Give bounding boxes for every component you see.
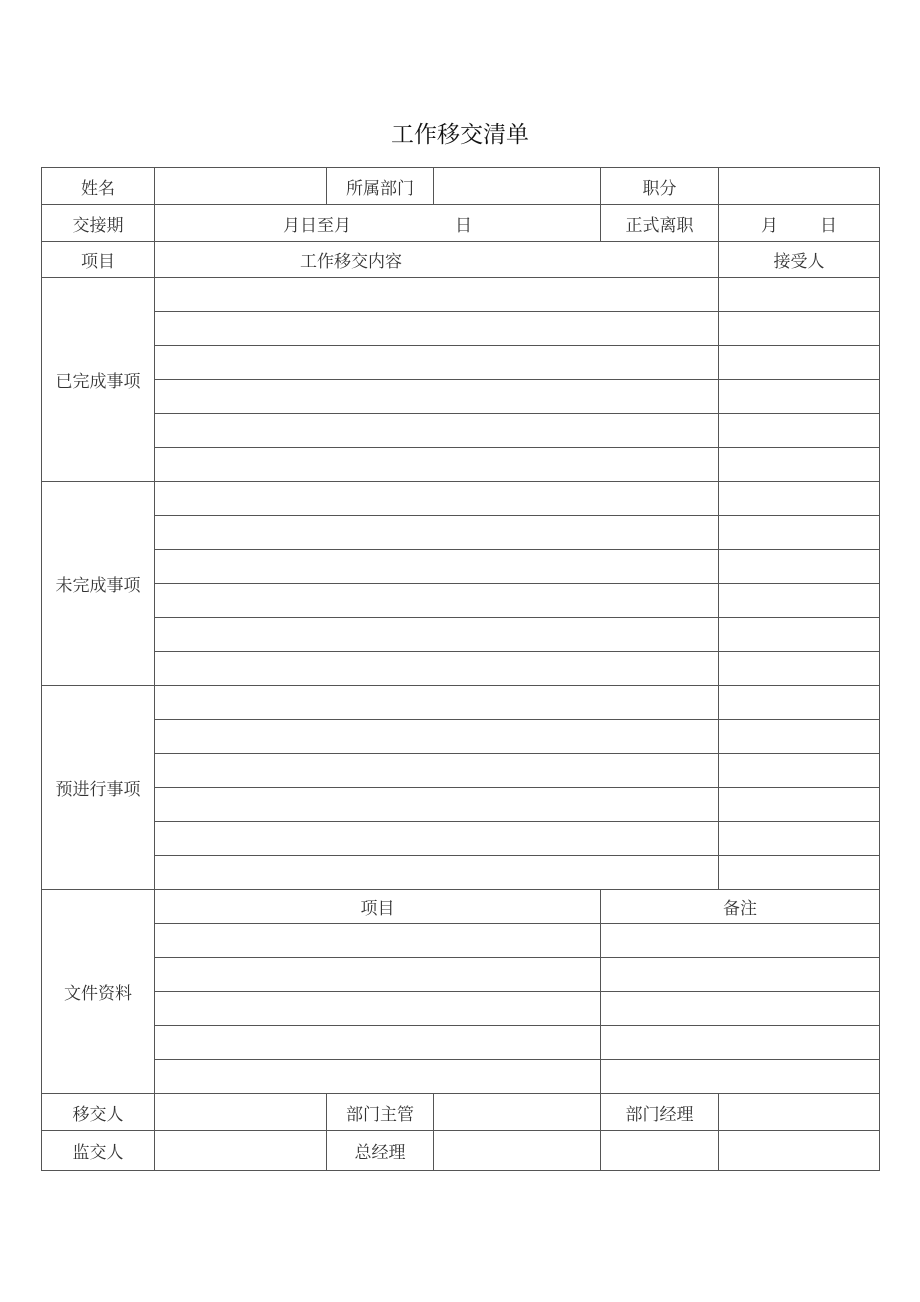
dept-supervisor-sign-cell[interactable] [434,1094,601,1131]
documents-row [42,958,880,992]
general-manager-sign-cell[interactable] [434,1131,601,1171]
transferor-label: 移交人 [42,1094,155,1131]
section-receiver-cell[interactable] [719,312,880,346]
section-label: 已完成事项 [42,278,155,482]
dept-supervisor-label: 部门主管 [327,1094,434,1131]
section-row [42,346,880,380]
documents-remark-cell[interactable] [601,958,880,992]
handover-period-dates[interactable] [155,205,601,242]
general-manager-label: 总经理 [327,1131,434,1171]
section-receiver-cell[interactable] [719,618,880,652]
section-content-cell[interactable] [155,516,719,550]
section-content-cell[interactable] [155,754,719,788]
handover-form-table [41,167,880,1171]
section-content-cell[interactable] [155,312,719,346]
section-content-cell[interactable] [155,448,719,482]
section-label: 未完成事项 [42,482,155,686]
section-content-cell[interactable] [155,482,719,516]
period-day: 日 [455,215,472,236]
section-receiver-cell[interactable] [719,414,880,448]
documents-remark-header: 备注 [601,890,880,924]
handover-period-label: 交接期 [42,205,155,242]
section-row [42,754,880,788]
section-row [42,822,880,856]
section-content-cell[interactable] [155,856,719,890]
transferor-sign-cell[interactable] [155,1094,327,1131]
column-receiver-header: 接受人 [719,242,880,278]
supervisor-label: 监交人 [42,1131,155,1171]
dept-label: 所属部门 [327,168,434,205]
column-header-row [42,242,880,278]
section-content-cell[interactable] [155,550,719,584]
section-content-cell[interactable] [155,380,719,414]
section-receiver-cell[interactable] [719,788,880,822]
name-value-cell[interactable] [155,168,327,205]
section-content-cell[interactable] [155,822,719,856]
dept-value-cell[interactable] [434,168,601,205]
section-row [42,788,880,822]
documents-row [42,992,880,1026]
section-receiver-cell[interactable] [719,686,880,720]
position-value-cell[interactable] [719,168,880,205]
resign-day: 日 [820,215,837,236]
documents-row [42,1026,880,1060]
supervisor-sign-cell[interactable] [155,1131,327,1171]
section-receiver-cell[interactable] [719,278,880,312]
empty-cell[interactable] [601,1131,719,1171]
section-row [42,686,880,720]
resign-month: 月 [761,215,778,236]
documents-remark-cell[interactable] [601,1060,880,1094]
section-receiver-cell[interactable] [719,448,880,482]
documents-remark-cell[interactable] [601,992,880,1026]
section-content-cell[interactable] [155,584,719,618]
section-receiver-cell[interactable] [719,380,880,414]
section-row [42,720,880,754]
document-title: 工作移交清单 [391,122,529,148]
documents-row [42,890,880,924]
header-row-period [42,205,880,242]
section-content-cell[interactable] [155,686,719,720]
period-month-day-to-month: 月日至月 [283,215,351,236]
empty-cell[interactable] [719,1131,880,1171]
documents-remark-cell[interactable] [601,1026,880,1060]
section-row [42,856,880,890]
section-content-cell[interactable] [155,720,719,754]
column-content-header: 工作移交内容 [155,242,719,278]
section-row [42,312,880,346]
section-content-cell[interactable] [155,346,719,380]
section-receiver-cell[interactable] [719,584,880,618]
section-receiver-cell[interactable] [719,346,880,380]
section-row [42,448,880,482]
documents-item-header: 项目 [155,890,601,924]
section-receiver-cell[interactable] [719,822,880,856]
section-row [42,482,880,516]
section-row [42,380,880,414]
resign-date[interactable] [719,205,880,242]
section-receiver-cell[interactable] [719,720,880,754]
section-receiver-cell[interactable] [719,652,880,686]
documents-item-cell[interactable] [155,1026,601,1060]
header-row-name [42,168,880,205]
documents-item-cell[interactable] [155,1060,601,1094]
section-content-cell[interactable] [155,652,719,686]
documents-row [42,1060,880,1094]
documents-item-cell[interactable] [155,992,601,1026]
column-item-header: 项目 [42,242,155,278]
section-receiver-cell[interactable] [719,754,880,788]
section-row [42,278,880,312]
section-row [42,414,880,448]
dept-manager-label: 部门经理 [601,1094,719,1131]
dept-manager-sign-cell[interactable] [719,1094,880,1131]
section-content-cell[interactable] [155,278,719,312]
name-label: 姓名 [42,168,155,205]
section-row [42,584,880,618]
section-content-cell[interactable] [155,618,719,652]
documents-remark-cell[interactable] [601,924,880,958]
section-content-cell[interactable] [155,414,719,448]
section-row [42,550,880,584]
section-label: 预进行事项 [42,686,155,890]
documents-row [42,924,880,958]
section-receiver-cell[interactable] [719,550,880,584]
resign-label: 正式离职 [601,205,719,242]
signature-row-2 [42,1131,880,1171]
signature-row-1 [42,1094,880,1131]
section-receiver-cell[interactable] [719,856,880,890]
section-row [42,652,880,686]
documents-item-cell[interactable] [155,924,601,958]
section-receiver-cell[interactable] [719,482,880,516]
position-label: 职分 [601,168,719,205]
section-row [42,618,880,652]
documents-label: 文件资料 [42,890,155,1094]
section-content-cell[interactable] [155,788,719,822]
documents-item-cell[interactable] [155,958,601,992]
section-row [42,516,880,550]
section-receiver-cell[interactable] [719,516,880,550]
